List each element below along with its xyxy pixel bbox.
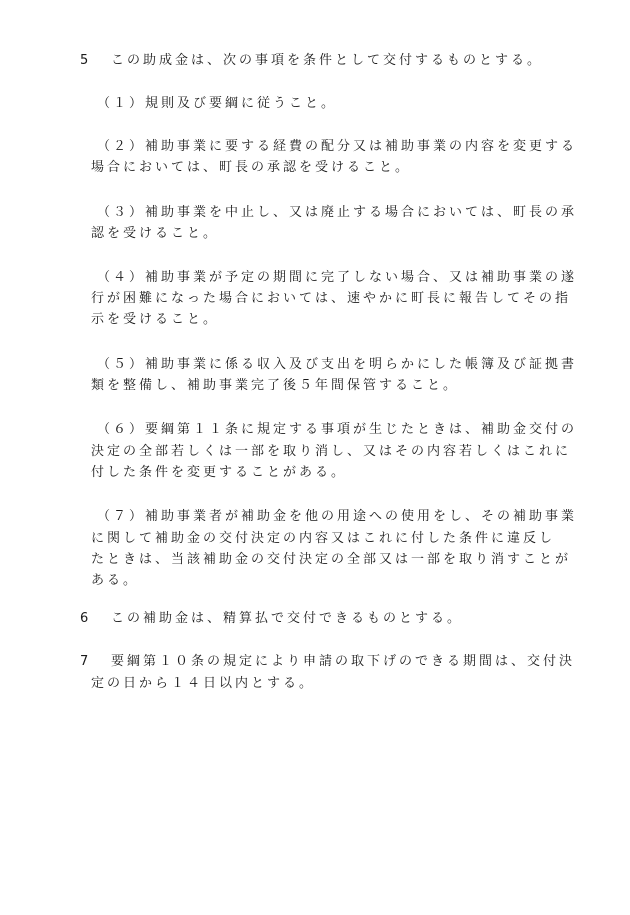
item-7-text	[111, 652, 575, 672]
item-number-7: 7	[80, 654, 89, 669]
subitem-4	[97, 268, 577, 288]
text-line: 要綱第１０条の規定により申請の取下げのできる期間は、交付決	[111, 654, 576, 669]
subitem-2-cont	[91, 158, 411, 178]
subitem-3	[97, 203, 577, 223]
text-line: 場合においては、町長の承認を受けること。	[91, 160, 412, 175]
subitem-6	[97, 420, 577, 440]
text-line: 決定の全部若しくは一部を取り消し、又はその内容若しくはこれに	[91, 444, 572, 459]
text-line: （５）補助事業に係る収入及び支出を明らかにした帳簿及び証拠書	[97, 357, 578, 372]
text-line: 認を受けること。	[91, 226, 220, 241]
text-line: この助成金は、次の事項を条件として交付するものとする。	[111, 53, 544, 68]
subitem-3-cont	[91, 224, 219, 244]
text-line: 類を整備し、補助事業完了後５年間保管すること。	[91, 378, 460, 393]
subitem-4-cont	[91, 289, 571, 330]
item-5-text	[111, 51, 543, 71]
text-line: に関して補助金の交付決定の内容又はこれに付した条件に違反し	[91, 531, 556, 546]
text-line: （１）規則及び要綱に従うこと。	[97, 96, 338, 111]
item-number-5: 5	[80, 53, 89, 68]
text-line: 行が困難になった場合においては、速やかに町長に報告してその指	[91, 291, 572, 306]
text-line: この補助金は、精算払で交付できるものとする。	[111, 611, 464, 626]
subitem-5-cont	[91, 376, 459, 396]
text-line: ある。	[91, 573, 140, 588]
item-number-6: 6	[80, 611, 89, 626]
text-line: （６）要綱第１１条に規定する事項が生じたときは、補助金交付の	[97, 422, 578, 437]
subitem-2	[97, 137, 577, 157]
subitem-7	[97, 507, 577, 527]
item-7-cont	[91, 674, 315, 694]
text-line: 示を受けること。	[91, 312, 220, 327]
text-line: 付した条件を変更することがある。	[91, 465, 348, 480]
text-line: たときは、当該補助金の交付決定の全部又は一部を取り消すことが	[91, 552, 572, 567]
text-line: 定の日から１４日以内とする。	[91, 676, 316, 691]
subitem-6-cont	[91, 442, 571, 483]
item-6-text	[111, 609, 463, 629]
text-line: （７）補助事業者が補助金を他の用途への使用をし、その補助事業	[97, 509, 578, 524]
subitem-5	[97, 355, 577, 375]
subitem-1	[97, 94, 337, 114]
text-line: （３）補助事業を中止し、又は廃止する場合においては、町長の承	[97, 205, 578, 220]
text-line: （４）補助事業が予定の期間に完了しない場合、又は補助事業の遂	[97, 270, 578, 285]
subitem-7-cont	[91, 529, 571, 591]
text-line: （２）補助事業に要する経費の配分又は補助事業の内容を変更する	[97, 139, 578, 154]
